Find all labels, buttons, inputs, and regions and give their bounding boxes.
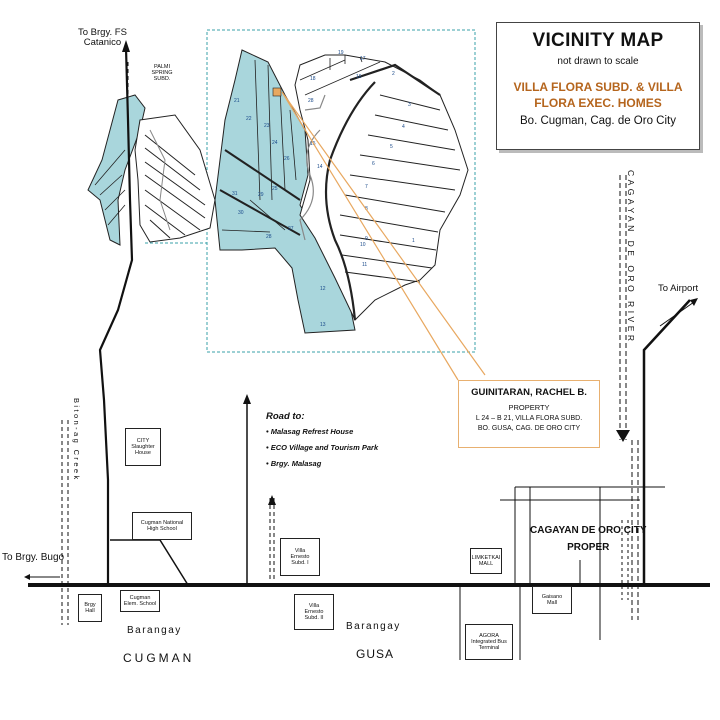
svg-text:30: 30 xyxy=(238,210,244,216)
property-box xyxy=(458,380,600,448)
to-airport-label: To Airport xyxy=(658,283,699,294)
project-name-1: VILLA FLORA SUBD. & VILLA xyxy=(513,79,683,94)
gusa-label: GUSA xyxy=(356,647,395,661)
svg-text:22: 22 xyxy=(246,116,252,122)
svg-text:25: 25 xyxy=(272,186,278,192)
svg-text:19: 19 xyxy=(338,50,344,56)
villa-ernesto-1-label: Villa Ernesto Subd. I xyxy=(290,547,310,567)
svg-text:9: 9 xyxy=(365,236,368,242)
svg-text:28: 28 xyxy=(266,234,272,240)
cdo-proper-line1: CAGAYAN DE ORO CITY xyxy=(530,525,647,536)
svg-text:31: 31 xyxy=(232,191,238,197)
palmi-spring-label: PALMI SPRING SUBD. xyxy=(151,64,173,83)
creek-label: Biton-ag Creek xyxy=(71,398,81,482)
svg-text:6: 6 xyxy=(372,161,375,167)
svg-text:18: 18 xyxy=(310,76,316,82)
gaisano-label: Gaisano Mall xyxy=(541,593,563,606)
property-label: PROPERTY xyxy=(508,403,550,412)
river-label: CAGAYAN DE ORO RIVER xyxy=(625,170,636,345)
limketkai-label: LIMKETKAI MALL xyxy=(471,554,501,567)
airport-road xyxy=(644,300,690,585)
project-name-2: FLORA EXEC. HOMES xyxy=(534,95,662,110)
property-owner: GUINITARAN, RACHEL B. xyxy=(471,387,587,398)
road-to-item-1-text: Malasag Refrest House xyxy=(270,426,354,436)
svg-text:23: 23 xyxy=(264,123,270,129)
limketkai-box xyxy=(470,548,502,574)
project-location: Bo. Cugman, Cag. de Oro City xyxy=(520,114,676,127)
to-brgy-fs-line1: To Brgy. FS xyxy=(78,27,127,38)
road-to-item-3-text: Brgy. Malasag xyxy=(270,458,322,468)
svg-text:12: 12 xyxy=(320,286,326,292)
map-subtitle: not drawn to scale xyxy=(557,55,639,67)
svg-text:13: 13 xyxy=(320,322,326,328)
svg-text:7: 7 xyxy=(365,184,368,190)
to-brgy-bugo-label: To Brgy. Bugo xyxy=(2,552,65,563)
svg-text:4: 4 xyxy=(402,124,405,130)
villa-ernesto-1-box xyxy=(280,538,320,576)
brgy-hall-label: Brgy Hall xyxy=(84,601,96,614)
svg-text:14: 14 xyxy=(317,164,323,170)
road-to-list xyxy=(266,412,378,468)
road-to-item-1: • Malasag Refrest House xyxy=(266,426,354,436)
svg-text:16: 16 xyxy=(356,74,362,80)
svg-text:8: 8 xyxy=(365,206,368,212)
svg-text:5: 5 xyxy=(390,144,393,150)
svg-text:17: 17 xyxy=(360,56,366,62)
cugman-label: CUGMAN xyxy=(123,651,195,665)
road-to-item-3: • Brgy. Malasag xyxy=(266,458,322,468)
agora-label: AGORA Integrated Bus Terminal xyxy=(471,632,507,652)
map-title: VICINITY MAP xyxy=(532,30,664,51)
svg-text:1: 1 xyxy=(412,238,415,244)
svg-text:24: 24 xyxy=(272,140,278,146)
cugman-national-label: Cugman National High School xyxy=(140,519,184,532)
svg-text:29: 29 xyxy=(258,192,264,198)
svg-text:3: 3 xyxy=(408,102,411,108)
city-slaughter-box xyxy=(125,428,161,466)
svg-text:26: 26 xyxy=(284,156,290,162)
cugman-elem-box xyxy=(120,590,160,612)
cugman-national-box xyxy=(132,512,192,540)
villa-ernesto-2-box xyxy=(294,594,334,630)
road-to-item-2: • ECO Village and Tourism Park xyxy=(266,442,379,452)
svg-text:27: 27 xyxy=(288,226,294,232)
barangay-word-1: Barangay xyxy=(127,625,182,636)
main-subdivision xyxy=(215,50,468,333)
barangay-word-2: Barangay xyxy=(346,621,401,632)
svg-text:2: 2 xyxy=(392,71,395,77)
property-lot: L 24 – B 21, VILLA FLORA SUBD. xyxy=(475,415,583,422)
svg-text:15: 15 xyxy=(310,141,316,147)
to-brgy-fs-line2: Catanico xyxy=(83,36,122,48)
cdo-proper-line2: PROPER xyxy=(567,541,610,553)
agora-box xyxy=(465,624,513,660)
villa-ernesto-2-label: Villa Ernesto Subd. II xyxy=(304,602,324,622)
road-to-heading: Road to: xyxy=(266,411,305,422)
city-slaughter-label: CITY Slaughter House xyxy=(131,437,155,457)
road-to-item-2-text: ECO Village and Tourism Park xyxy=(270,442,379,452)
gaisano-box xyxy=(532,586,572,614)
cdo-proper-label xyxy=(530,526,647,553)
small-subdivision xyxy=(88,95,215,245)
cugman-elem-label: Cugman Elem. School xyxy=(123,594,157,607)
brgy-hall-box xyxy=(78,594,102,622)
svg-text:28: 28 xyxy=(308,98,314,104)
svg-text:11: 11 xyxy=(362,262,368,268)
svg-text:21: 21 xyxy=(234,98,240,104)
title-box xyxy=(496,22,700,150)
to-brgy-fs-label xyxy=(78,28,127,48)
property-address: BO. GUSA, CAG. DE ORO CITY xyxy=(477,425,581,432)
svg-text:10: 10 xyxy=(360,242,366,248)
